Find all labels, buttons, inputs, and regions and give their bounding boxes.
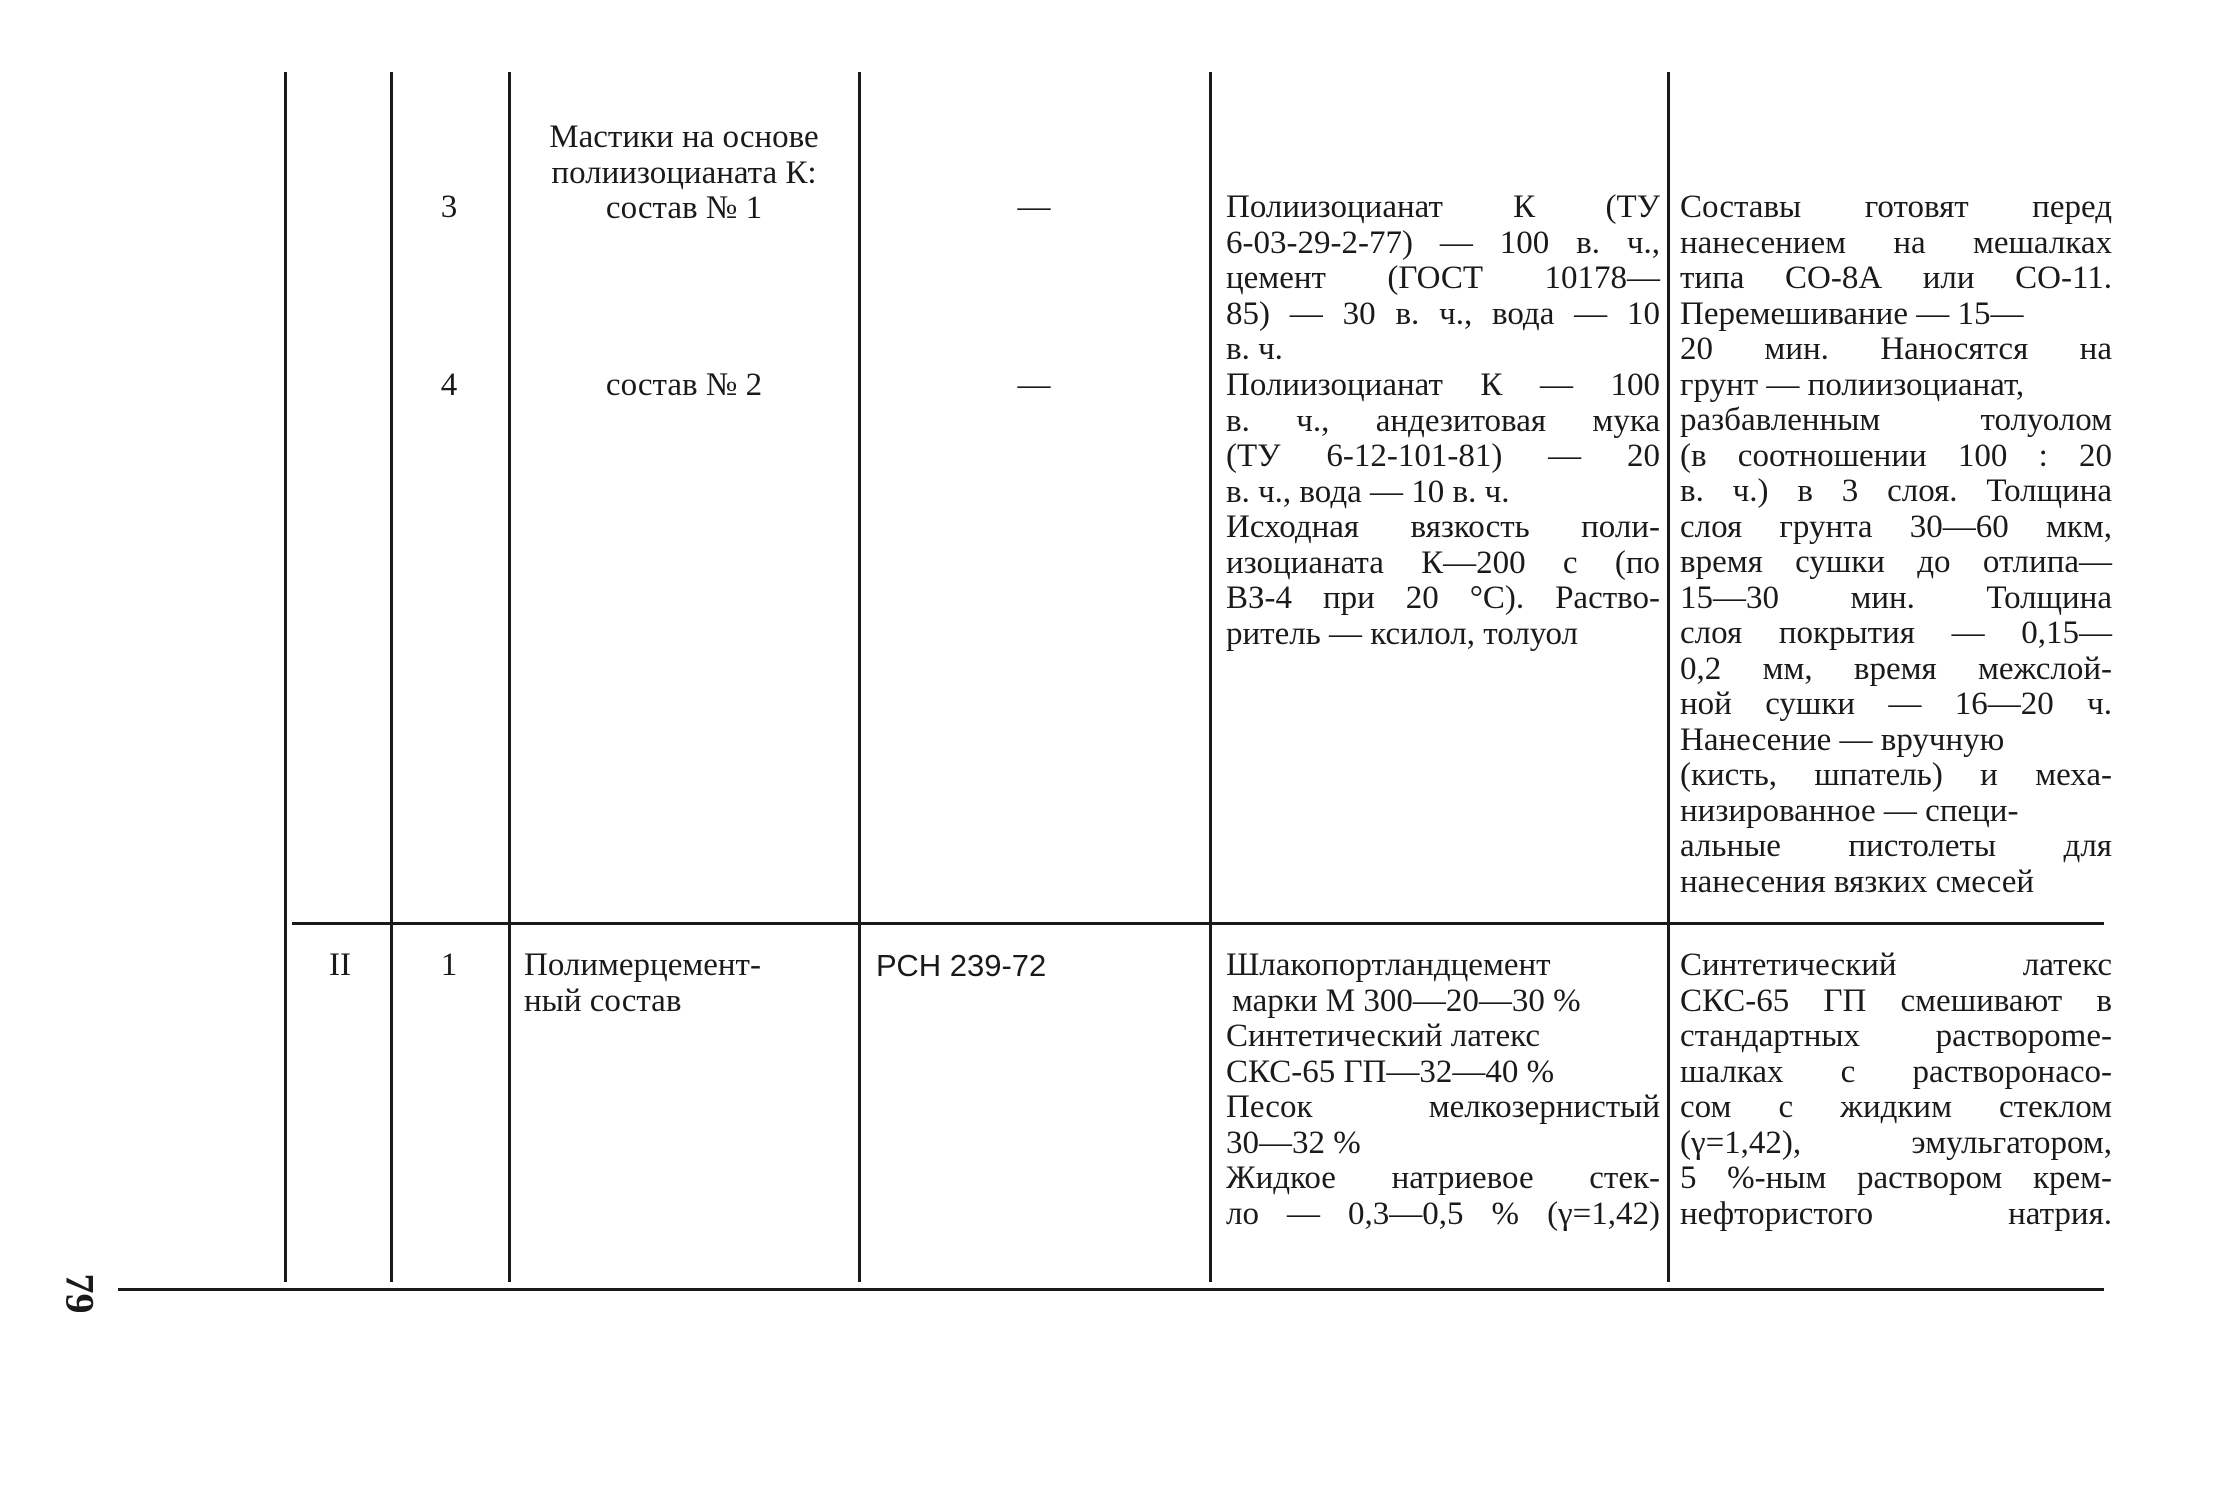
title-line: состав № 2 xyxy=(605,367,763,403)
table-rule-col-4 xyxy=(858,72,861,1282)
row-title-1 xyxy=(524,948,850,1019)
composition-line: СКС-65 ГП—32—40 % xyxy=(1226,1053,1555,1090)
composition-line: марки М 300—20—30 % xyxy=(1232,982,1581,1019)
notes-line: Составы готовят перед xyxy=(1680,189,2112,225)
composition-line: (ТУ 6-12-101-81) — 20 xyxy=(1226,438,1660,474)
composition-line: 30—32 % xyxy=(1226,1124,1361,1161)
notes-line: нанесения вязких смесей xyxy=(1680,863,2035,900)
row-composition-1 xyxy=(1226,948,1660,1232)
notes-line: сом с жидким стеклом xyxy=(1680,1089,2112,1125)
composition-line: в. ч., андезитовая мука xyxy=(1226,402,1660,439)
row-standard-1: РСН 239-72 xyxy=(876,948,1047,983)
title-line: Полимерцемент- xyxy=(524,947,761,983)
table-rule-col-1 xyxy=(284,72,287,1282)
table-rule-col-6 xyxy=(1667,72,1670,1282)
notes-line: СКС-65 ГП смешивают в xyxy=(1680,982,2112,1019)
row-notes-1 xyxy=(1680,948,2112,1232)
composition-line: Песок мелкозернистый xyxy=(1226,1089,1660,1125)
title-line: ный состав xyxy=(524,982,682,1019)
table-rule-col-3 xyxy=(508,72,511,1282)
notes-line: (в соотношении 100 : 20 xyxy=(1680,437,2112,474)
composition-line: изоцианата К—200 с (по xyxy=(1226,544,1660,581)
notes-line: нефтористого натрия. xyxy=(1680,1195,2112,1232)
row-title-3 xyxy=(518,120,850,227)
title-line: состав № 1 xyxy=(605,190,763,226)
row-standard-3: — xyxy=(1017,189,1051,225)
notes-line: (кисть, шпатель) и меха- xyxy=(1680,757,2112,793)
notes-line: (γ=1,42), эмульгатором, xyxy=(1680,1124,2112,1161)
notes-line: время сушки до отлипа— xyxy=(1680,544,2112,580)
composition-line: Шлакопортландцемент xyxy=(1226,947,1551,983)
composition-line: Полиизоцианат К — 100 xyxy=(1226,367,1660,403)
page-number: 79 xyxy=(57,1273,103,1314)
composition-line: ло — 0,3—0,5 % (γ=1,42) xyxy=(1226,1195,1660,1232)
notes-line: грунт — полиизоцианат, xyxy=(1680,366,2025,403)
notes-line: слоя покрытия — 0,15— xyxy=(1680,615,2112,651)
table-rule-col-2 xyxy=(390,72,393,1282)
notes-line: 15—30 мин. Толщина xyxy=(1680,579,2112,616)
composition-line: 6-03-29-2-77) — 100 в. ч., xyxy=(1226,224,1660,261)
row-number-4: 4 xyxy=(440,367,458,403)
notes-line: 20 мин. Наносятся на xyxy=(1680,331,2112,367)
row-number-3: 3 xyxy=(440,189,458,225)
composition-line: 85) — 30 в. ч., вода — 10 xyxy=(1226,295,1660,332)
row-composition-4 xyxy=(1226,368,1660,652)
notes-line: Синтетический латекс xyxy=(1680,947,2112,983)
composition-line: Полиизоцианат К (ТУ xyxy=(1226,189,1660,225)
notes-line: разбавленным толуолом xyxy=(1680,402,2112,438)
row-title-4 xyxy=(518,368,850,404)
notes-line: в. ч.) в 3 слоя. Толщина xyxy=(1680,473,2112,509)
composition-line: Исходная вязкость поли- xyxy=(1226,509,1660,545)
table-rule-col-5 xyxy=(1209,72,1212,1282)
composition-line: цемент (ГОСТ 10178— xyxy=(1226,260,1660,296)
notes-line: нанесением на мешалках xyxy=(1680,224,2112,261)
notes-line: слоя грунта 30—60 мкм, xyxy=(1680,508,2112,545)
row-composition-3 xyxy=(1226,190,1660,368)
notes-line: типа СО-8А или СО-11. xyxy=(1680,260,2112,296)
row-number-1: 1 xyxy=(440,947,458,983)
row-notes-3-4 xyxy=(1680,190,2112,900)
notes-line: 0,2 мм, время межслой- xyxy=(1680,650,2112,687)
composition-line: ВЗ-4 при 20 °С). Раство- xyxy=(1226,580,1660,616)
notes-line: шалках с растворонасо- xyxy=(1680,1053,2112,1090)
notes-line: Перемешивание — 15— xyxy=(1680,295,2024,332)
page-bottom-rule xyxy=(118,1288,2104,1291)
composition-line: в. ч., вода — 10 в. ч. xyxy=(1226,473,1510,510)
title-line: Мастики на основе xyxy=(549,119,819,155)
composition-line: ритель — ксилол, толуол xyxy=(1226,615,1578,652)
row-standard-4: — xyxy=(1017,367,1051,403)
notes-line: альные пистолеты для xyxy=(1680,828,2112,864)
composition-line: Синтетический латекс xyxy=(1226,1018,1540,1054)
row-separator xyxy=(292,922,2104,925)
composition-line: Жидкое натриевое стек- xyxy=(1226,1160,1660,1196)
composition-line: в. ч. xyxy=(1226,331,1283,367)
notes-line: 5 %-ным раствором крем- xyxy=(1680,1160,2112,1196)
notes-line: стандартных растворome- xyxy=(1680,1018,2112,1054)
row-group-II: II xyxy=(329,947,351,983)
notes-line: ной сушки — 16—20 ч. xyxy=(1680,686,2112,722)
notes-line: низированное — специ- xyxy=(1680,792,2019,829)
title-line: полиизоцианата К: xyxy=(551,154,817,191)
notes-line: Нанесение — вручную xyxy=(1680,721,2005,758)
